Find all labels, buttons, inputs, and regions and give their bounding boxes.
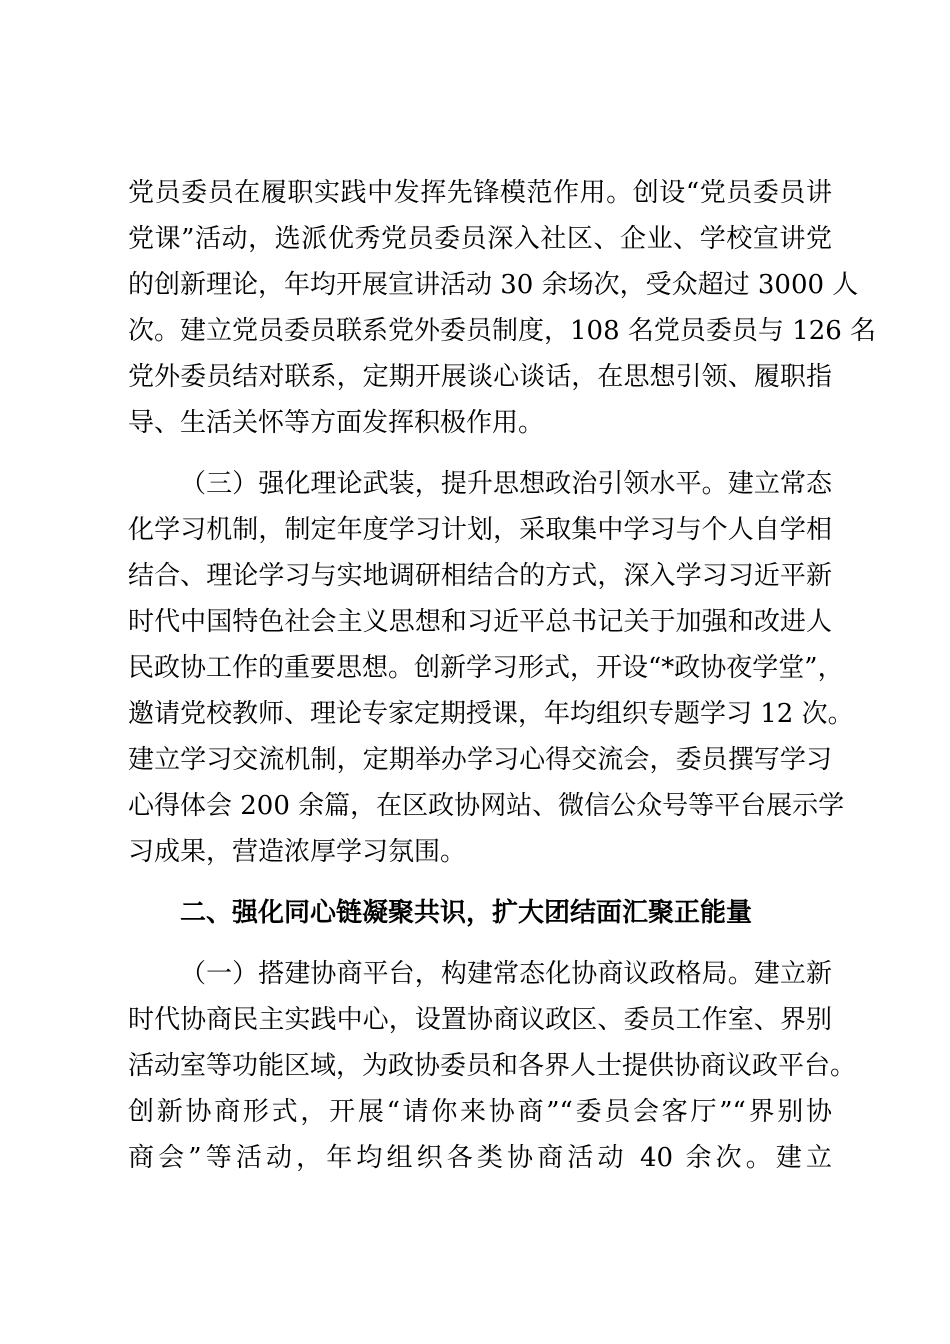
text-line: 商会”等活动，年均组织各类协商活动 40 余次。建立 bbox=[128, 1143, 832, 1173]
text-line: 次。建立党员委员联系党外委员制度，108 名党员委员与 126 名 bbox=[128, 316, 877, 346]
text-line: 导、生活关怀等方面发挥积极作用。 bbox=[128, 408, 545, 438]
text-line: 民政协工作的重要思想。创新学习形式，开设“*政协夜学堂”， bbox=[128, 653, 844, 683]
text-line: 建立学习交流机制，定期举办学习心得交流会，委员撰写学习 bbox=[128, 745, 832, 775]
text-line: 党外委员结对联系，定期开展谈心谈话，在思想引领、履职指 bbox=[128, 362, 832, 392]
text-line: （一）搭建协商平台，构建常态化协商议政格局。建立新 bbox=[180, 959, 832, 989]
text-line: 活动室等功能区域，为政协委员和各界人士提供协商议政平台。 bbox=[128, 1051, 857, 1081]
text-line: 的创新理论，年均开展宣讲活动 30 余场次，受众超过 3000 人 bbox=[128, 270, 859, 300]
text-line: 党员委员在履职实践中发挥先锋模范作用。创设“党员委员讲 bbox=[128, 178, 832, 208]
text-line: 党课”活动，选派优秀党员委员深入社区、企业、学校宣讲党 bbox=[128, 224, 832, 254]
text-line: （三）强化理论武装，提升思想政治引领水平。建立常态 bbox=[180, 469, 832, 499]
text-line: 创新协商形式，开展“请你来协商”“委员会客厅”“界别协 bbox=[128, 1097, 832, 1127]
document-body bbox=[128, 170, 877, 1181]
text-line: 化学习机制，制定年度学习计划，采取集中学习与个人自学相 bbox=[128, 515, 832, 545]
text-line: 邀请党校教师、理论专家定期授课，年均组织专题学习 12 次。 bbox=[128, 699, 854, 729]
text-line: 时代中国特色社会主义思想和习近平总书记关于加强和改进人 bbox=[128, 607, 832, 637]
text-line: 时代协商民主实践中心，设置协商议政区、委员工作室、界别 bbox=[128, 1005, 832, 1035]
section-heading: 二、强化同心链凝聚共识，扩大团结面汇聚正能量 bbox=[180, 898, 753, 928]
text-line: 习成果，营造浓厚学习氛围。 bbox=[128, 837, 467, 867]
text-line: 心得体会 200 余篇，在区政协网站、微信公众号等平台展示学 bbox=[128, 791, 845, 821]
text-line: 结合、理论学习与实地调研相结合的方式，深入学习习近平新 bbox=[128, 561, 832, 591]
